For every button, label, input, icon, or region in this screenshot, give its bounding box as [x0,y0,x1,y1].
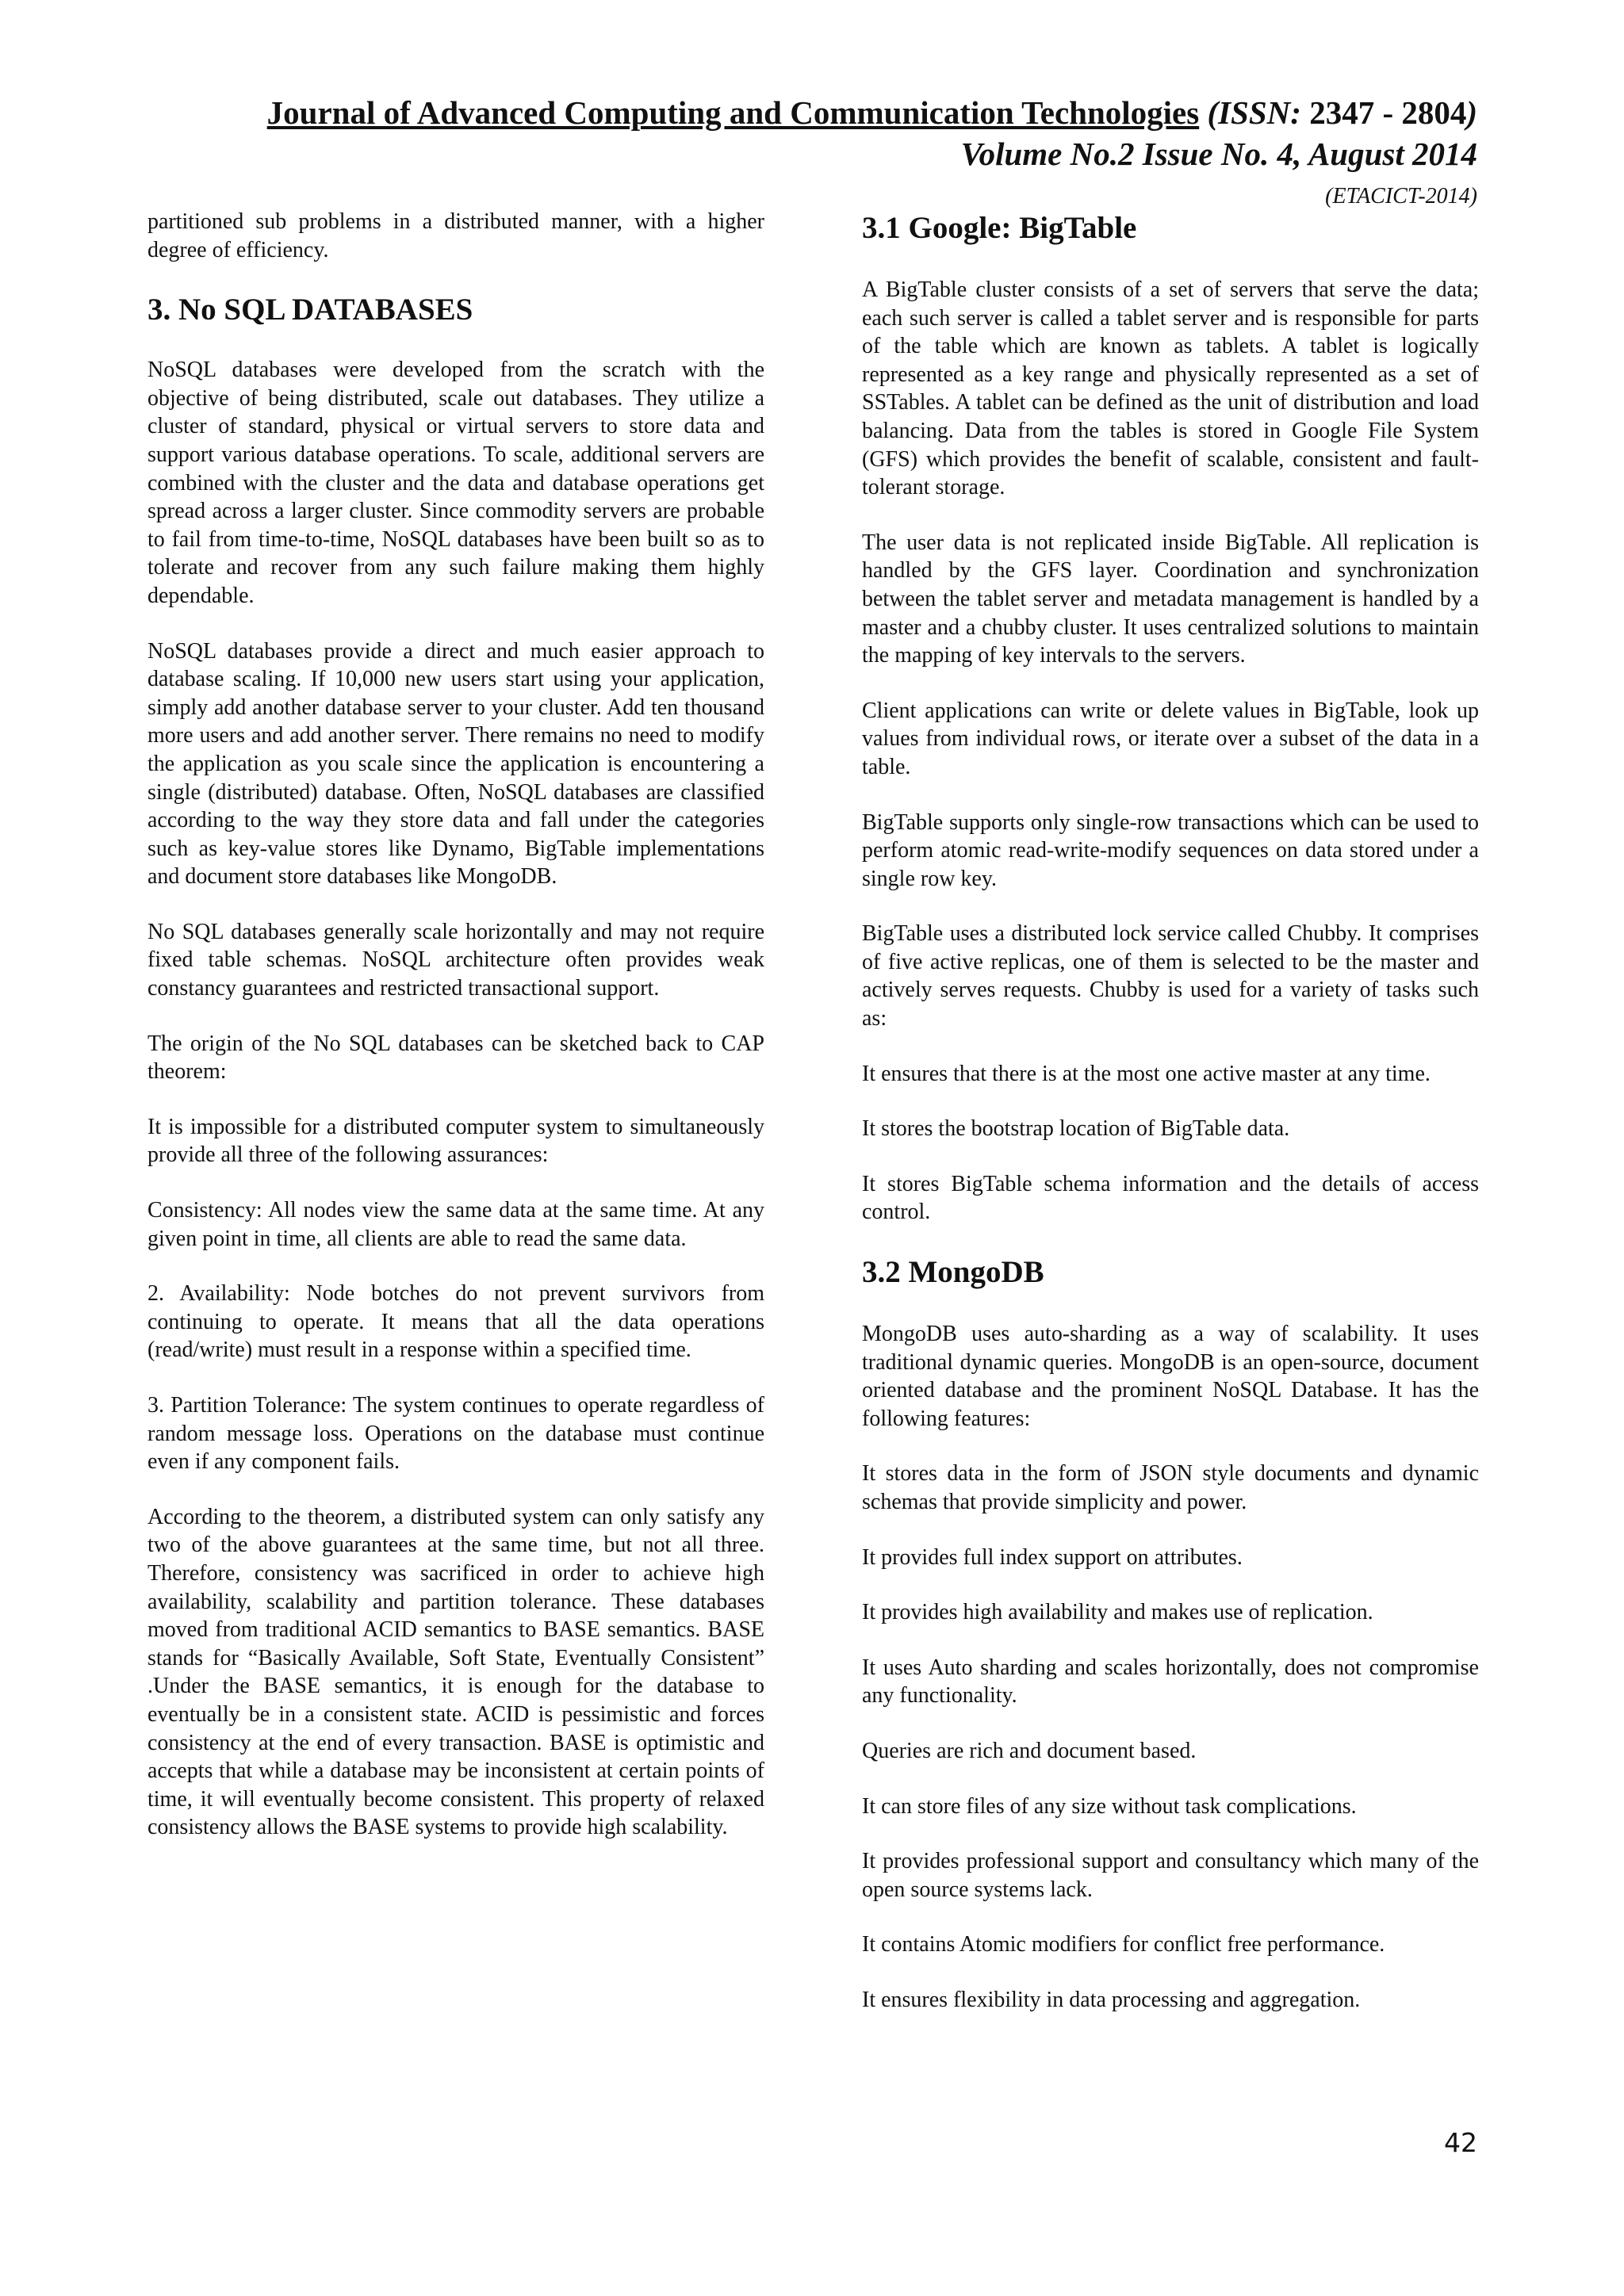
paragraph: BigTable uses a distributed lock service called Chubby. It comprises of five active replicas, one of them is selected to be the master and actively serves requests. Chubby is used for a variety of tasks such as: [862,921,1479,1031]
paragraph: BigTable supports only single-row transactions which can be used to perform atomic read-write-modify sequences on data stored under a single row key. [862,809,1479,891]
paragraph: Consistency: All nodes view the same data at the same time. At any given point in time, all clients are able to read the same data. [147,1198,764,1251]
paragraph: It provides professional support and consultancy which many of the open source systems lack. [862,1849,1479,1902]
paragraph: It stores data in the form of JSON style documents and dynamic schemas that provide simplicity and power. [862,1461,1479,1514]
paragraph: NoSQL databases provide a direct and much easier approach to database scaling. If 10,000 new users start using your application, simply add another database server to your cluster. Add ten thousand more users and add another server. There remains no need to modify the application as you scale since the application is encountering a single (distributed) database. Often, NoSQL databases are classified according to the way they store data and fall under the categories such as key-value stores like Dynamo, BigTable implementations and document store databases like MongoDB. [147,638,764,890]
journal-header [267,94,1477,132]
paragraph: NoSQL databases were developed from the scratch with the objective of being distributed, scale out databases. They utilize a cluster of standard, physical or virtual servers to store data and support various database operations. To scale, additional servers are combined with the cluster and the data and database operations get spread across a larger cluster. Since commodity servers are probable to fail from time-to-time, NoSQL databases have been built so as to tolerate and recover from any such failure making them highly dependable. [147,358,764,608]
issn-label: (ISSN: [1207,94,1301,131]
section-heading-bigtable: 3.1 Google: BigTable [862,211,1137,245]
conference-tag: (ETACICT-2014) [1325,184,1477,209]
paragraph: It provides high availability and makes use of replication. [862,1600,1373,1625]
paragraph: Client applications can write or delete values in BigTable, look up values from individual rows, or iterate over a subset of the data in a table. [862,698,1479,779]
paragraph: Queries are rich and document based. [862,1738,1197,1763]
paragraph: It ensures that there is at the most one active master at any time. [862,1061,1431,1086]
issn-close: ) [1466,94,1477,131]
volume-issue: Volume No.2 Issue No. 4, August 2014 [960,136,1477,172]
section-heading-mongodb: 3.2 MongoDB [862,1255,1044,1290]
issn-number: 2347 - 2804 [1300,94,1467,131]
right-column [862,209,1479,2042]
paragraph: 3. Partition Tolerance: The system continues to operate regardless of random message loss. Operations on the database must continue even if any component fails. [147,1393,764,1475]
paragraph: It stores the bootstrap location of BigTable data. [862,1116,1290,1142]
paragraph: MongoDB uses auto-sharding as a way of scalability. It uses traditional dynamic queries. MongoDB is an open-source, document oriented database and the prominent NoSQL Database. It has the following features: [862,1322,1479,1431]
paragraph: It is impossible for a distributed computer system to simultaneously provide all three of the following assurances: [147,1114,764,1168]
paragraph: The origin of the No SQL databases can be sketched back to CAP theorem: [147,1031,764,1085]
paragraph: It can store files of any size without task complications. [862,1793,1357,1819]
left-column [147,208,764,1869]
paragraph: No SQL databases generally scale horizontally and may not require fixed table schemas. NoSQL architecture often provides weak constancy guarantees and restricted transactional support. [147,919,764,1001]
section-heading-nosql: 3. No SQL DATABASES [147,293,473,327]
journal-title: Journal of Advanced Computing and Communication Technologies [266,94,1200,131]
paragraph: It contains Atomic modifiers for conflict free performance. [862,1932,1385,1957]
paragraph: It uses Auto sharding and scales horizontally, does not compromise any functionality. [862,1655,1479,1709]
paragraph: A BigTable cluster consists of a set of servers that serve the data; each such server is called a tablet server and is responsible for parts of the table which are known as tablets. A tablet is logically represented as a key range and physically represented as a set of SSTables. A tablet can be defined as the unit of distribution and load balancing. Data from the tables is stored in Google File System (GFS) which provides the benefit of scalable, consistent and fault-tolerant storage. [862,277,1479,500]
page-number: 42 [1444,2127,1477,2158]
paragraph: 2. Availability: Node botches do not prevent survivors from continuing to operate. It means that all the data operations (read/write) must result in a response within a specified time. [147,1281,764,1363]
paragraph: It ensures flexibility in data processing and aggregation. [862,1987,1361,2012]
paragraph: It stores BigTable schema information and the details of access control. [862,1171,1479,1225]
paragraph: The user data is not replicated inside BigTable. All replication is handled by the GFS layer. Coordination and synchronization between the tablet server and metadata management is handled by a master and a chubby cluster. It uses centralized solutions to maintain the mapping of key intervals to the servers. [862,530,1479,668]
paragraph: According to the theorem, a distributed system can only satisfy any two of the above guarantees at the same time, but not all three. Therefore, consistency was sacrificed in order to achieve high availability, scalability and partition tolerance. These databases moved from traditional ACID semantics to BASE semantics. BASE stands for “Basically Available, Soft State, Eventually Consistent” .Under the BASE semantics, it is enough for the database to eventually be in a consistent state. ACID is pessimistic and forces consistency at the end of every transaction. BASE is optimistic and accepts that while a database may be inconsistent at certain points of time, it will eventually become consistent. This property of relaxed consistency allows the BASE systems to provide high scalability. [147,1504,764,1840]
intro-paragraph: partitioned sub problems in a distributed manner, with a higher degree of efficiency. [147,209,764,262]
paragraph: It provides full index support on attributes. [862,1544,1243,1570]
